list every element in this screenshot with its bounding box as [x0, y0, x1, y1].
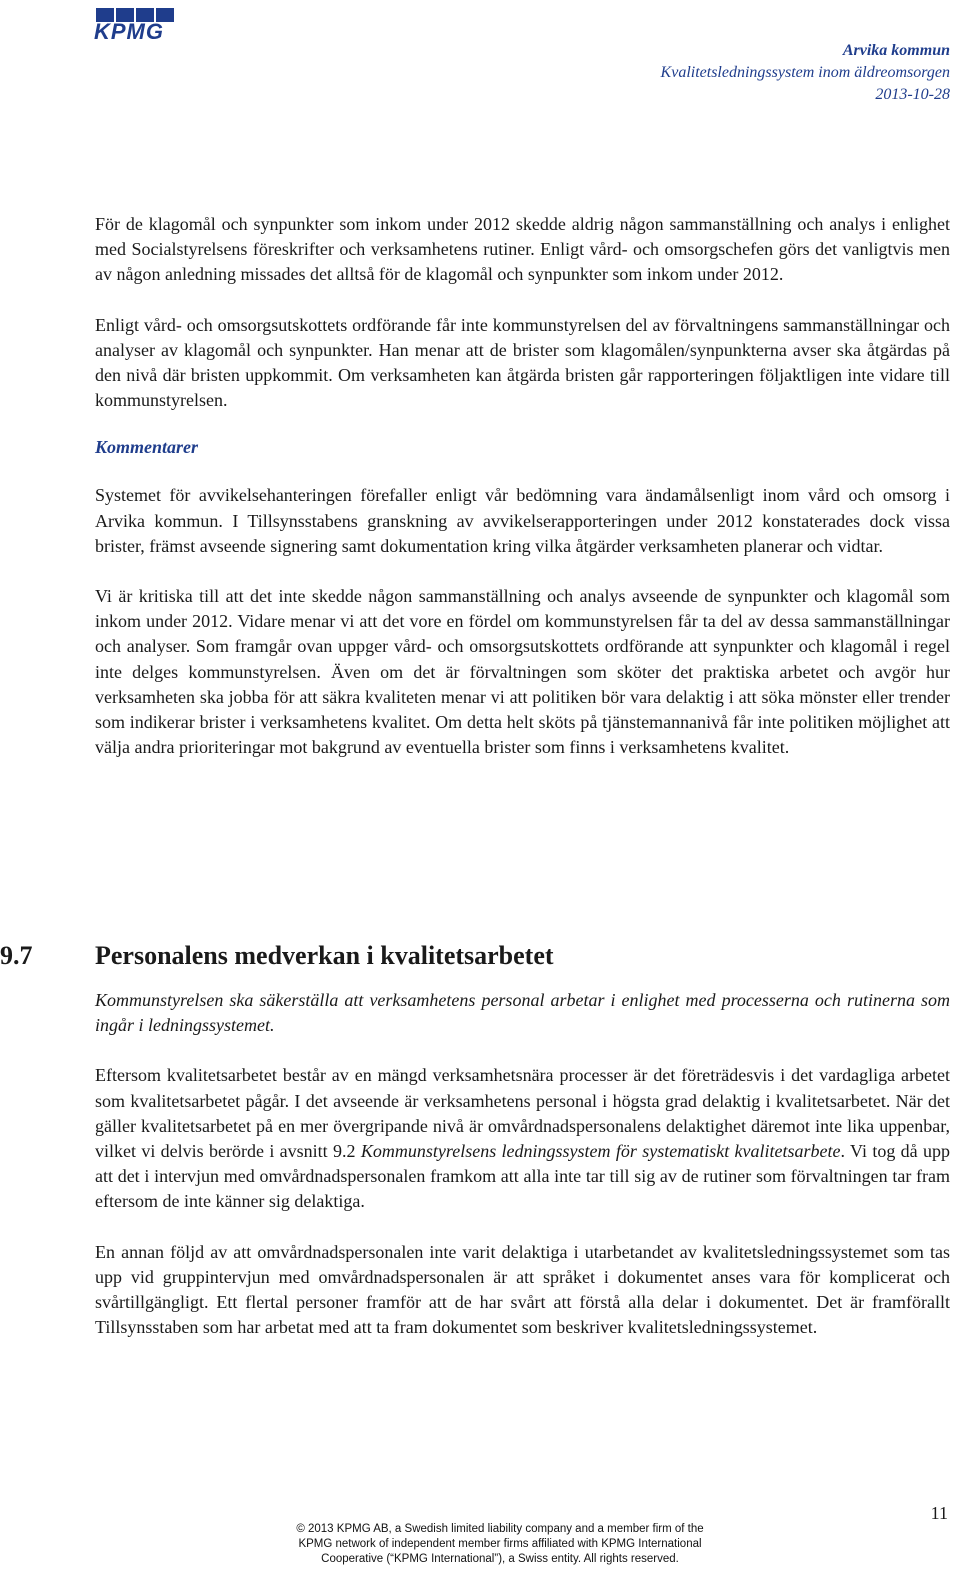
section-p1-part2: . Vi tog då upp att det i intervjun med omvårdnadspersonalen framkom att alla inte tar till sig av de rutiner som förvaltningen tar fram eftersom de inte känner sig delaktiga.: [95, 1141, 950, 1212]
footer-line-2: KPMG network of independent member firms affiliated with KPMG International: [298, 1538, 702, 1550]
section-requirement: Kommunstyrelsen ska säkerställa att verksamhetens personal arbetar i enlighet med processerna och rutinerna som ingår i ledningssystemet.: [95, 990, 950, 1036]
footer-line-1: © 2013 KPMG AB, a Swedish limited liability company and a member firm of the: [296, 1523, 704, 1535]
section-content: [95, 988, 950, 1340]
section-paragraph-1: [95, 1063, 950, 1214]
main-content: [95, 212, 950, 760]
section-number: 9.7: [0, 941, 33, 970]
page-number: 11: [930, 1503, 948, 1523]
footer-line-3: Cooperative (“KPMG International”), a Swiss entity. All rights reserved.: [321, 1553, 679, 1565]
paragraph-2: Enligt vård- och omsorgsutskottets ordförande får inte kommunstyrelsen del av förvaltningens sammanställningar och analyser av klagomål och synpunkter. Han menar att de brister som klagomålen/synpunkterna avser ska åtgärdas på den nivå där bristen uppkommit. Om verksamheten kan åtgärda bristen går rapporteringen följaktligen inte vidare till kommunstyrelsen.: [95, 314, 950, 411]
logo-text: KPMG: [94, 19, 164, 42]
section-p1-part1: Eftersom kvalitetsarbetet består av en mängd verksamhetsnära processer är det företrädesvis i det vardagliga arbetet som kvalitetsarbetet pågår. I det avseende är verksamhetens personal i högsta grad delaktig i kvalitetsarbetet. När det gäller kvalitetsarbetet på en mer övergripande nivå är omvårdnadspersonalens delaktighet däremot inte lika uppenbar, vilket vi delvis berörde i avsnitt 9.2: [95, 1065, 950, 1162]
header-org: Arvika kommun: [842, 42, 950, 59]
paragraph-3: Systemet för avvikelsehanteringen förefaller enligt vår bedömning vara ändamålsenligt inom vård och omsorg i Arvika kommun. I Tillsynsstabens granskning av avvikelserapporteringen under 2012 konstaterades dock vissa brister, främst avseende signering samt dokumentation kring vilka åtgärder verksamheten planerar och vidtar.: [95, 485, 950, 556]
section-paragraph-2: En annan följd av att omvårdnadspersonalen inte varit delaktiga i utarbetandet av kvalitetsledningssystemet som tas upp vid gruppintervjun med omvårdnadspersonalen är att språket i dokumentet anses vara för komplicerat och svårtillgängligt. Ett flertal personer framför att de har svårt att förstå alla delar i dokumentet. Det är framförallt Tillsynsstaben som har arbetat med att ta fram dokumentet som beskriver kvalitetsledningssystemet.: [95, 1241, 950, 1338]
header-document-title: Kvalitetsledningssystem inom äldreomsorgen: [660, 64, 950, 81]
paragraph-4: Vi är kritiska till att det inte skedde någon sammanställning och analys avseende de synpunkter och klagomål som inkom under 2012. Vidare menar vi att det vore en fördel om kommunstyrelsen får ta del av dessa sammanställningar och analyser. Som framgår ovan uppger vård- och omsorgsutskottets ordförande att synpunkter och klagomål i regel inte delges kommunstyrelsen. Även om det är förvaltningen som sköter det praktiska arbetet och avgör hur verksamheten ska jobba för att säkra kvaliteten menar vi att politiken bör vara delaktig i att söka mönster eller trender som indikerar brister i verksamhetens kvalitet. Om detta helt sköts på tjänstemannanivå får inte politiken möjlighet att välja andra prioriteringar mot bakgrund av eventuella brister som finns i verksamhetens kvalitet.: [95, 586, 950, 758]
kpmg-logo: [92, 6, 182, 42]
paragraph-1: För de klagomål och synpunkter som inkom under 2012 skedde aldrig någon sammanställning och analys i enlighet med Socialstyrelsens föreskrifter och verksamhetens rutiner. Enligt vård- och omsorgschefen görs det vanligtvis men av någon anledning missades det alltså för de klagomål och synpunkter som inkom under 2012.: [95, 214, 950, 285]
comments-heading: Kommentarer: [95, 437, 199, 458]
footer: [270, 1522, 730, 1567]
section-p1-reference: Kommunstyrelsens ledningssystem för systematiskt kvalitetsarbete: [360, 1141, 841, 1162]
document-header: [661, 40, 950, 106]
header-date: 2013-10-28: [875, 86, 950, 103]
section-title: Personalens medverkan i kvalitetsarbetet: [95, 941, 554, 970]
kpmg-logo-graphic: [92, 6, 182, 42]
